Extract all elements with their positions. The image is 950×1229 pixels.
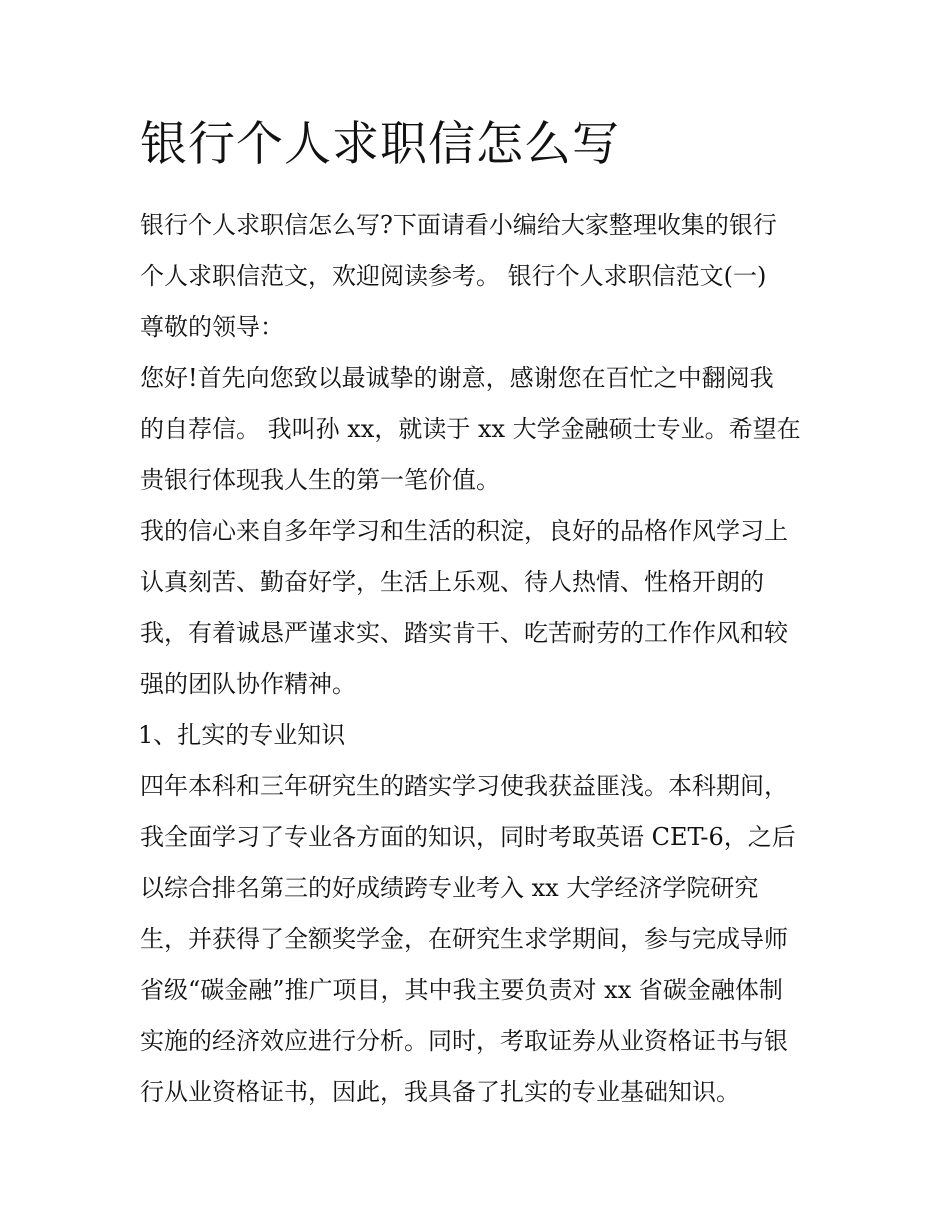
document-title: 银行个人求职信怎么写	[140, 117, 620, 172]
body-line: 的自荐信。 我叫孙 xx，就读于 xx 大学金融硕士专业。希望在	[140, 415, 801, 443]
body-line: 贵银行体现我人生的第一笔价值。	[140, 466, 500, 494]
body-line: 生，并获得了全额奖学金，在研究生求学期间，参与完成导师	[140, 925, 788, 953]
body-line: 省级“碳金融”推广项目，其中我主要负责对 xx 省碳金融体制	[140, 976, 783, 1004]
document-body	[140, 200, 830, 1118]
body-line: 行从业资格证书，因此，我具备了扎实的专业基础知识。	[140, 1078, 740, 1106]
section-heading: 1、扎实的专业知识	[138, 721, 346, 749]
body-line: 认真刻苦、勤奋好学，生活上乐观、待人热情、性格开朗的	[140, 568, 764, 596]
body-line: 您好!首先向您致以最诚挚的谢意，感谢您在百忙之中翻阅我	[140, 364, 774, 392]
body-line: 实施的经济效应进行分析。同时，考取证券从业资格证书与银	[140, 1027, 788, 1055]
body-line: 四年本科和三年研究生的踏实学习使我获益匪浅。本科期间，	[140, 772, 788, 800]
body-line: 个人求职信范文，欢迎阅读参考。 银行个人求职信范文(一)	[140, 262, 767, 290]
body-line: 以综合排名第三的好成绩跨专业考入 xx 大学经济学院研究	[140, 874, 759, 902]
body-line: 我，有着诚恳严谨求实、踏实肯干、吃苦耐劳的工作作风和较	[140, 619, 788, 647]
body-line: 我全面学习了专业各方面的知识，同时考取英语 CET-6，之后	[140, 823, 796, 851]
body-line: 银行个人求职信怎么写?下面请看小编给大家整理收集的银行	[140, 211, 777, 239]
body-line: 我的信心来自多年学习和生活的积淀，良好的品格作风学习上	[140, 517, 788, 545]
salutation: 尊敬的领导：	[140, 313, 284, 341]
body-line: 强的团队协作精神。	[140, 670, 356, 698]
